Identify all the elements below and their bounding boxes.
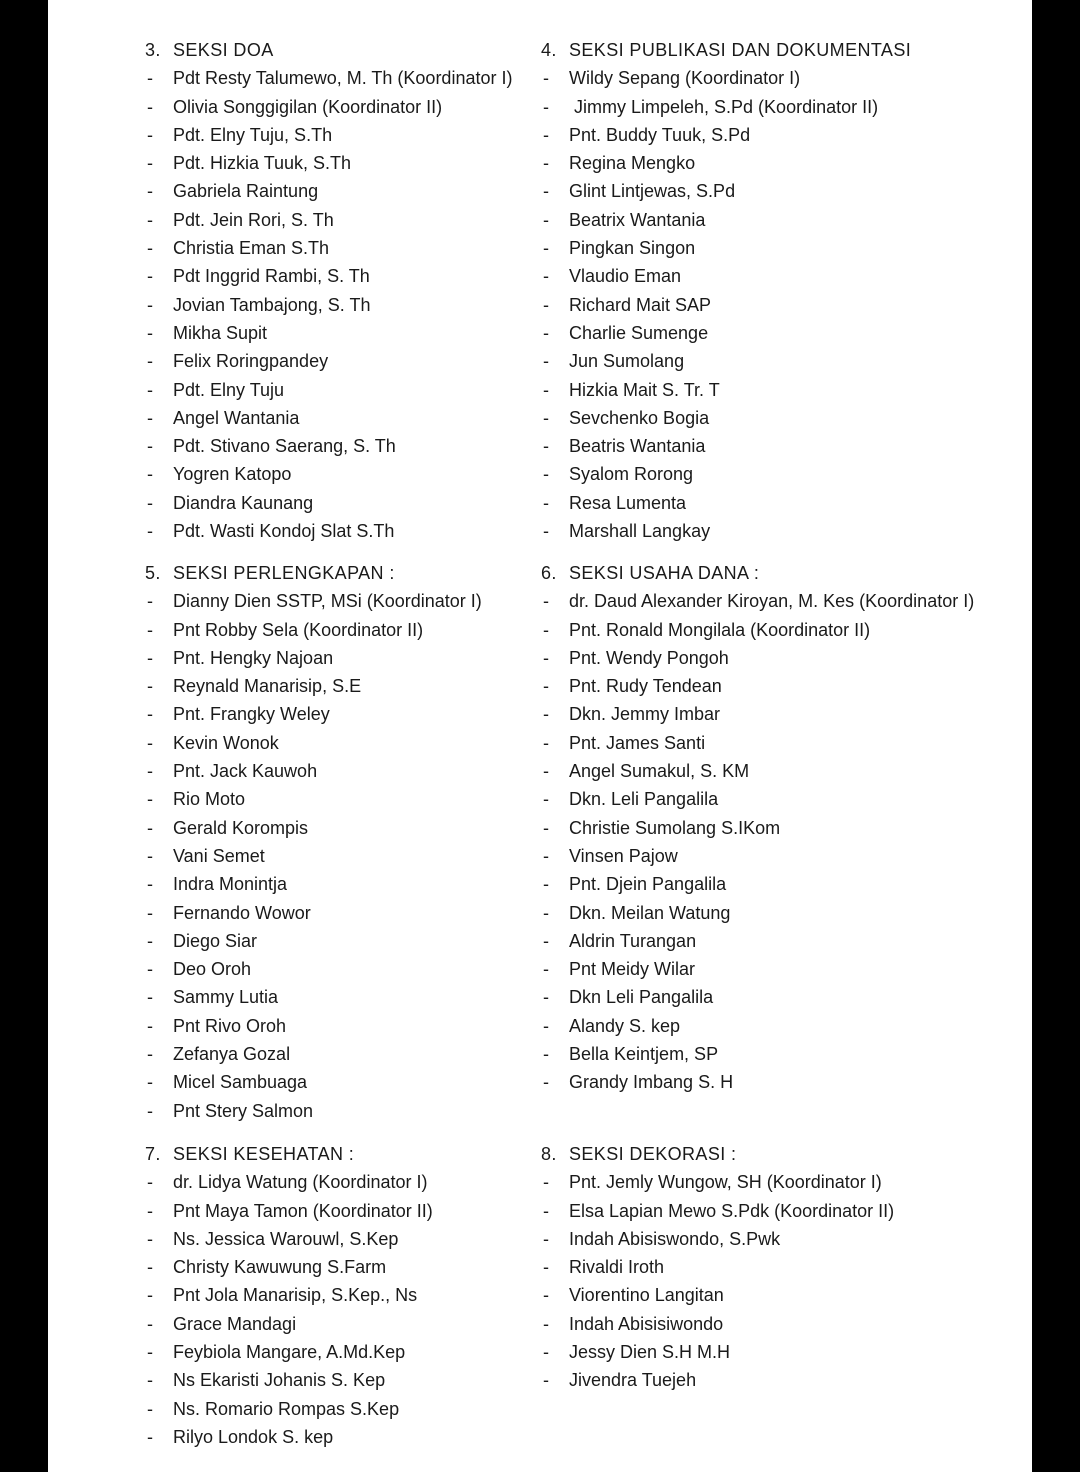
member-name: Rio Moto bbox=[173, 789, 246, 810]
member-name: Alandy S. kep bbox=[569, 1015, 681, 1036]
member-name: Deo Oroh bbox=[173, 959, 252, 980]
bullet-dash: - bbox=[147, 209, 153, 230]
member-name: Marshall Langkay bbox=[569, 521, 711, 542]
bullet-dash: - bbox=[543, 987, 549, 1008]
bullet-dash: - bbox=[147, 761, 153, 782]
bullet-dash: - bbox=[147, 789, 153, 810]
bullet-dash: - bbox=[147, 68, 153, 89]
bullet-dash: - bbox=[543, 521, 549, 542]
member-name: Charlie Sumenge bbox=[569, 322, 709, 343]
bullet-dash: - bbox=[543, 124, 549, 145]
bullet-dash: - bbox=[147, 874, 153, 895]
bullet-dash: - bbox=[543, 96, 549, 117]
bullet-dash: - bbox=[147, 647, 153, 668]
bullet-dash: - bbox=[543, 845, 549, 866]
bullet-dash: - bbox=[147, 266, 153, 287]
bullet-dash: - bbox=[147, 1342, 153, 1363]
member-name: Ns Ekaristi Johanis S. Kep bbox=[173, 1370, 386, 1391]
member-name: Pnt. James Santi bbox=[569, 732, 706, 753]
bullet-dash: - bbox=[543, 817, 549, 838]
bullet-dash: - bbox=[147, 1426, 153, 1447]
member-name: Pingkan Singon bbox=[569, 238, 696, 259]
member-name: Jimmy Limpeleh, S.Pd (Koordinator II) bbox=[569, 96, 879, 117]
member-name: Pdt. Elny Tuju, S.Th bbox=[173, 124, 333, 145]
bullet-dash: - bbox=[543, 181, 549, 202]
bullet-dash: - bbox=[147, 1172, 153, 1193]
member-name: Yogren Katopo bbox=[173, 464, 292, 485]
bullet-dash: - bbox=[543, 294, 549, 315]
member-name: Pnt Stery Salmon bbox=[173, 1100, 314, 1121]
bullet-dash: - bbox=[147, 322, 153, 343]
member-name: Richard Mait SAP bbox=[569, 294, 712, 315]
member-name: Wildy Sepang (Koordinator I) bbox=[569, 68, 801, 89]
bullet-dash: - bbox=[147, 591, 153, 612]
bullet-dash: - bbox=[147, 1398, 153, 1419]
bullet-dash: - bbox=[543, 1172, 549, 1193]
bullet-dash: - bbox=[147, 902, 153, 923]
bullet-dash: - bbox=[543, 761, 549, 782]
bullet-dash: - bbox=[543, 676, 549, 697]
bullet-dash: - bbox=[543, 647, 549, 668]
bullet-dash: - bbox=[147, 181, 153, 202]
bullet-dash: - bbox=[147, 492, 153, 513]
bullet-dash: - bbox=[543, 902, 549, 923]
bullet-dash: - bbox=[147, 1100, 153, 1121]
bullet-dash: - bbox=[543, 379, 549, 400]
bullet-dash: - bbox=[543, 1313, 549, 1334]
bullet-dash: - bbox=[543, 266, 549, 287]
bullet-dash: - bbox=[543, 732, 549, 753]
member-name: Rivaldi Iroth bbox=[569, 1257, 665, 1278]
member-name: Vani Semet bbox=[173, 845, 265, 866]
member-name: Pdt Resty Talumewo, M. Th (Koordinator I) bbox=[173, 68, 513, 89]
member-name: Pnt Maya Tamon (Koordinator II) bbox=[173, 1200, 433, 1221]
member-name: Indah Abisiswondo, S.Pwk bbox=[569, 1228, 781, 1249]
member-name: Angel Sumakul, S. KM bbox=[569, 761, 750, 782]
member-name: Syalom Rorong bbox=[569, 464, 694, 485]
member-name: Dkn. Meilan Watung bbox=[569, 902, 731, 923]
member-name: Pnt. Hengky Najoan bbox=[173, 647, 334, 668]
member-name: Christy Kawuwung S.Farm bbox=[173, 1257, 387, 1278]
bullet-dash: - bbox=[147, 704, 153, 725]
bullet-dash: - bbox=[147, 407, 153, 428]
member-name: Vinsen Pajow bbox=[569, 845, 678, 866]
member-name: Jivendra Tuejeh bbox=[569, 1370, 697, 1391]
bullet-dash: - bbox=[543, 704, 549, 725]
member-name: dr. Daud Alexander Kiroyan, M. Kes (Koordinator I) bbox=[569, 591, 975, 612]
member-name: Feybiola Mangare, A.Md.Kep bbox=[173, 1342, 406, 1363]
member-name: dr. Lidya Watung (Koordinator I) bbox=[173, 1172, 428, 1193]
member-name: Rilyo Londok S. kep bbox=[173, 1426, 334, 1447]
member-name: Pnt. Buddy Tuuk, S.Pd bbox=[569, 124, 751, 145]
bullet-dash: - bbox=[543, 959, 549, 980]
bullet-dash: - bbox=[147, 959, 153, 980]
bullet-dash: - bbox=[543, 153, 549, 174]
member-name: Gabriela Raintung bbox=[173, 181, 319, 202]
bullet-dash: - bbox=[543, 619, 549, 640]
bullet-dash: - bbox=[147, 96, 153, 117]
member-name: Glint Lintjewas, S.Pd bbox=[569, 181, 736, 202]
bullet-dash: - bbox=[543, 436, 549, 457]
member-name: Sammy Lutia bbox=[173, 987, 279, 1008]
bullet-dash: - bbox=[147, 124, 153, 145]
member-name: Olivia Songgigilan (Koordinator II) bbox=[173, 96, 443, 117]
bullet-dash: - bbox=[543, 591, 549, 612]
member-name: Viorentino Langitan bbox=[569, 1285, 724, 1306]
member-name: Hizkia Mait S. Tr. T bbox=[569, 379, 720, 400]
member-name: Pnt Rivo Oroh bbox=[173, 1015, 287, 1036]
member-name: Dianny Dien SSTP, MSi (Koordinator I) bbox=[173, 591, 482, 612]
member-name: Pdt. Wasti Kondoj Slat S.Th bbox=[173, 521, 395, 542]
bullet-dash: - bbox=[543, 238, 549, 259]
bullet-dash: - bbox=[147, 845, 153, 866]
member-name: Beatrix Wantania bbox=[569, 209, 706, 230]
member-name: Indra Monintja bbox=[173, 874, 288, 895]
bullet-dash: - bbox=[543, 1228, 549, 1249]
bullet-dash: - bbox=[543, 789, 549, 810]
member-name: Pnt. Jack Kauwoh bbox=[173, 761, 318, 782]
member-name: Pnt. Frangky Weley bbox=[173, 704, 330, 725]
bullet-dash: - bbox=[543, 1370, 549, 1391]
bullet-dash: - bbox=[147, 1370, 153, 1391]
bullet-dash: - bbox=[147, 676, 153, 697]
member-name: Dkn. Jemmy Imbar bbox=[569, 704, 721, 725]
member-name: Diego Siar bbox=[173, 930, 258, 951]
bullet-dash: - bbox=[147, 294, 153, 315]
member-name: Sevchenko Bogia bbox=[569, 407, 710, 428]
member-name: Zefanya Gozal bbox=[173, 1044, 291, 1065]
bullet-dash: - bbox=[147, 464, 153, 485]
bullet-dash: - bbox=[147, 1044, 153, 1065]
member-name: Fernando Wowor bbox=[173, 902, 311, 923]
member-name: Kevin Wonok bbox=[173, 732, 279, 753]
member-name: Jun Sumolang bbox=[569, 351, 685, 372]
bullet-dash: - bbox=[543, 1342, 549, 1363]
member-name: Pnt. Rudy Tendean bbox=[569, 676, 722, 697]
member-name: Jovian Tambajong, S. Th bbox=[173, 294, 371, 315]
member-name: Pnt. Jemly Wungow, SH (Koordinator I) bbox=[569, 1172, 882, 1193]
bullet-dash: - bbox=[147, 1285, 153, 1306]
member-name: Regina Mengko bbox=[569, 153, 696, 174]
bullet-dash: - bbox=[147, 987, 153, 1008]
bullet-dash: - bbox=[147, 521, 153, 542]
document-page: 3. SEKSI DOA - Pdt Resty Talumewo, M. Th (Koordinator I) - Olivia Songgigilan (Koordinator II) - Pdt. Elny Tuju, S.Th - Pdt. Hizkia Tuuk, S.Th - Gabriela Raintung - Pdt. Jein Rori, S. Th - Christia Eman S.Th - Pdt Inggrid Rambi, S. Th - Jovian Tambajong, S. Th - Mikha Supit - Felix Roringpandey - Pdt. Elny Tuju - Angel Wantania - Pdt. Stivano Saerang, S. Th - Yogren Katopo - Diandra Kaunang - Pdt. Wasti Kondoj Slat S.Th 4. SEKSI PUBLIKASI DAN DOKUMENTASI - Wildy Sepang (Koordinator I) - Jimmy Limpeleh, S.Pd (Koordinator II) - Pnt. Buddy Tuuk, S.Pd - Regina Mengko - Glint Lintjewas, S.Pd - Beatrix Wantania - Pingkan Singon - Vlaudio Eman - Richard Mait SAP - Charlie Sumenge - Jun Sumolang - Hizkia Mait S. Tr. T - Sevchenko Bogia - Beatris Wantania - Syalom Rorong - Resa Lumenta - Marshall Langkay 5. SEKSI PERLENGKAPAN : - Dianny Dien SSTP, MSi (Koordinator I) - Pnt Robby Sela (Koordinator II) - Pnt. Hengky Najoan - Reynald Manarisip, S.E - Pnt. Frangky Weley - Kevin Wonok - Pnt. Jack Kauwoh - Rio Moto - Gerald Korompis - Vani Semet - Indra Monintja - Fernando Wowor - Diego Siar - Deo Oroh - Sammy Lutia - Pnt Rivo Oroh - Zefanya Gozal - Micel Sambuaga - Pnt Stery Salmon 6. SEKSI USAHA DANA : - dr. Daud Alexander Kiroyan, M. Kes (Koordinator I) - Pnt. Ronald Mongilala (Koordinator II) - Pnt. Wendy Pongoh - Pnt. Rudy Tendean - Dkn. Jemmy Imbar - Pnt. James Santi - Angel Sumakul, S. KM - Dkn. Leli Pangalila - Christie Sumolang S.IKom - Vinsen Pajow - Pnt. Djein Pangalila - Dkn. Meilan Watung - Aldrin Turangan - Pnt Meidy Wilar - Dkn Leli Pangalila - Alandy S. kep - Bella Keintjem, SP - Grandy Imbang S. H 7. SEKSI KESEHATAN : - dr. Lidya Watung (Koordinator I) - Pnt Maya Tamon (Koordinator II) - Ns. Jessica Warouwl, S.Kep - Christy Kawuwung S.Farm - Pnt Jola Manarisip, S.Kep., Ns - Grace Mandagi - Feybiola Mangare, A.Md.Kep - Ns Ekaristi Johanis S. Kep - Ns. Romario Rompas S.Kep - Rilyo Londok S. kep 8. SEKSI DEKORASI : - Pnt. Jemly Wungow, SH (Koordinator I) - Elsa Lapian Mewo S.Pdk (Koordinator II) - Indah Abisiswondo, S.Pwk - Rivaldi Iroth - Viorentino Langitan - Indah Abisisiwondo - Jessy Dien S.H M.H - Jivendra Tuejeh bbox=[48, 0, 1032, 1472]
member-name: Diandra Kaunang bbox=[173, 492, 314, 513]
member-name: Indah Abisisiwondo bbox=[569, 1313, 724, 1334]
bullet-dash: - bbox=[543, 1015, 549, 1036]
member-name: Ns. Romario Rompas S.Kep bbox=[173, 1398, 400, 1419]
member-name: Pdt Inggrid Rambi, S. Th bbox=[173, 266, 370, 287]
bullet-dash: - bbox=[543, 1257, 549, 1278]
bullet-dash: - bbox=[543, 1072, 549, 1093]
member-name: Pdt. Elny Tuju bbox=[173, 379, 285, 400]
bullet-dash: - bbox=[147, 1313, 153, 1334]
bullet-dash: - bbox=[543, 492, 549, 513]
bullet-dash: - bbox=[147, 351, 153, 372]
bullet-dash: - bbox=[543, 407, 549, 428]
bullet-dash: - bbox=[543, 1044, 549, 1065]
member-name: Vlaudio Eman bbox=[569, 266, 682, 287]
member-name: Pnt Robby Sela (Koordinator II) bbox=[173, 619, 424, 640]
bullet-dash: - bbox=[543, 68, 549, 89]
member-name: Jessy Dien S.H M.H bbox=[569, 1342, 731, 1363]
member-name: Micel Sambuaga bbox=[173, 1072, 308, 1093]
member-name: Pdt. Stivano Saerang, S. Th bbox=[173, 436, 396, 457]
member-name: Bella Keintjem, SP bbox=[569, 1044, 719, 1065]
bullet-dash: - bbox=[543, 351, 549, 372]
member-name: Dkn. Leli Pangalila bbox=[569, 789, 719, 810]
bullet-dash: - bbox=[147, 1072, 153, 1093]
bullet-dash: - bbox=[543, 874, 549, 895]
member-name: Angel Wantania bbox=[173, 407, 300, 428]
member-name: Grandy Imbang S. H bbox=[569, 1072, 734, 1093]
member-name: Resa Lumenta bbox=[569, 492, 687, 513]
bullet-dash: - bbox=[543, 209, 549, 230]
member-name: Pnt Meidy Wilar bbox=[569, 959, 696, 980]
member-name: Dkn Leli Pangalila bbox=[569, 987, 714, 1008]
bullet-dash: - bbox=[147, 153, 153, 174]
bullet-dash: - bbox=[543, 464, 549, 485]
member-name: Pnt. Wendy Pongoh bbox=[569, 647, 729, 668]
member-name: Felix Roringpandey bbox=[173, 351, 329, 372]
member-name: Christie Sumolang S.IKom bbox=[569, 817, 781, 838]
bullet-dash: - bbox=[147, 436, 153, 457]
bullet-dash: - bbox=[147, 619, 153, 640]
member-name: Pnt. Djein Pangalila bbox=[569, 874, 727, 895]
member-name: Christia Eman S.Th bbox=[173, 238, 330, 259]
bullet-dash: - bbox=[147, 930, 153, 951]
member-name: Elsa Lapian Mewo S.Pdk (Koordinator II) bbox=[569, 1200, 895, 1221]
member-name: Pnt. Ronald Mongilala (Koordinator II) bbox=[569, 619, 871, 640]
bullet-dash: - bbox=[543, 1200, 549, 1221]
bullet-dash: - bbox=[147, 1228, 153, 1249]
bullet-dash: - bbox=[543, 322, 549, 343]
bullet-dash: - bbox=[147, 238, 153, 259]
member-name: Grace Mandagi bbox=[173, 1313, 297, 1334]
member-name: Pnt Jola Manarisip, S.Kep., Ns bbox=[173, 1285, 418, 1306]
member-name: Aldrin Turangan bbox=[569, 930, 697, 951]
member-name: Beatris Wantania bbox=[569, 436, 706, 457]
bullet-dash: - bbox=[147, 1015, 153, 1036]
member-name: Pdt. Jein Rori, S. Th bbox=[173, 209, 334, 230]
bullet-dash: - bbox=[543, 930, 549, 951]
bullet-dash: - bbox=[147, 732, 153, 753]
member-name: Pdt. Hizkia Tuuk, S.Th bbox=[173, 153, 352, 174]
member-name: Ns. Jessica Warouwl, S.Kep bbox=[173, 1228, 399, 1249]
member-name: Reynald Manarisip, S.E bbox=[173, 676, 362, 697]
bullet-dash: - bbox=[147, 1200, 153, 1221]
bullet-dash: - bbox=[543, 1285, 549, 1306]
member-name: Mikha Supit bbox=[173, 322, 268, 343]
bullet-dash: - bbox=[147, 379, 153, 400]
bullet-dash: - bbox=[147, 817, 153, 838]
bullet-dash: - bbox=[147, 1257, 153, 1278]
member-name: Gerald Korompis bbox=[173, 817, 309, 838]
